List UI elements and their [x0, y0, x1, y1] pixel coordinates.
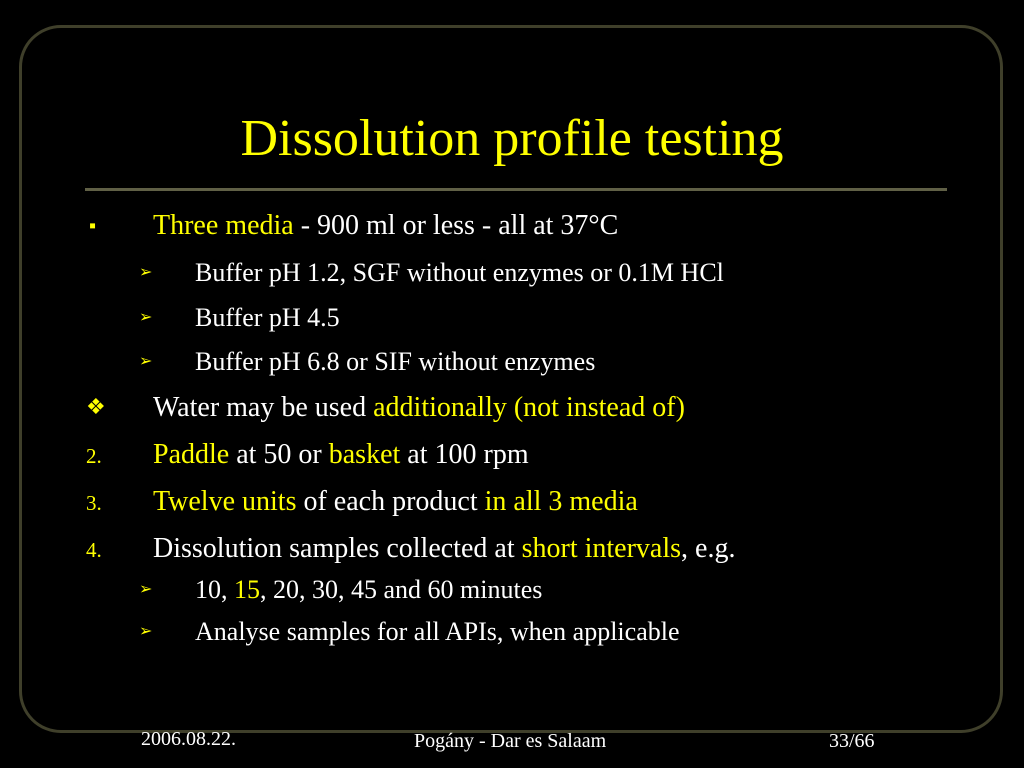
bullet-text: Twelve units	[153, 486, 297, 517]
bullet-text: - 900 ml or less - all at 37°C	[293, 210, 619, 241]
slide-title: Dissolution profile testing	[240, 110, 784, 167]
bullet-text: short intervals	[521, 533, 682, 564]
numbered-bullet: 4.	[86, 538, 102, 562]
footer-title: Pogány - Dar es Salaam	[414, 730, 607, 752]
sub-bullet-text: 15	[234, 575, 260, 604]
bullet-text: in all 3 media	[484, 486, 638, 517]
sub-bullet-item: Buffer pH 6.8 or SIF without enzymes	[195, 347, 596, 376]
bullet-text: , e.g.	[681, 533, 736, 564]
footer-date: 2006.08.22.	[141, 728, 236, 750]
diamond-bullet-icon: ❖	[86, 394, 106, 419]
bullet-item	[153, 535, 735, 563]
sub-bullet-item: Buffer pH 1.2, SGF without enzymes or 0.1M HCl	[195, 258, 724, 287]
bullet-text: Paddle	[153, 439, 230, 470]
arrow-bullet-icon: ➢	[139, 353, 153, 370]
bullet-item	[153, 441, 529, 469]
arrow-bullet-icon: ➢	[139, 581, 153, 598]
arrow-bullet-icon: ➢	[139, 309, 153, 326]
bullet-text: basket	[328, 439, 401, 470]
numbered-bullet: 2.	[86, 444, 102, 468]
sub-bullet-text: , 20, 30, 45 and 60 minutes	[260, 575, 543, 604]
bullet-text: at 100 rpm	[400, 439, 529, 470]
sub-bullet-item: Analyse samples for all APIs, when applicable	[195, 617, 680, 646]
sub-bullet-item: Buffer pH 4.5	[195, 303, 340, 332]
square-bullet-icon: ▪	[89, 215, 97, 237]
sub-bullet-text: 10,	[195, 575, 234, 604]
bullet-text: of each product	[296, 486, 485, 517]
bullet-text: additionally (not instead of)	[373, 392, 685, 423]
bullet-text: at 50 or	[229, 439, 329, 470]
bullet-text: Dissolution samples collected at	[153, 533, 522, 564]
arrow-bullet-icon: ➢	[139, 623, 153, 640]
bullet-text: Water may be used	[153, 392, 374, 423]
bullet-item	[153, 394, 685, 422]
bullet-text: Three media	[153, 210, 294, 241]
arrow-bullet-icon: ➢	[139, 264, 153, 281]
bullet-item	[153, 488, 638, 516]
page-number: 33/66	[829, 730, 875, 752]
bullet-item	[153, 212, 618, 240]
numbered-bullet: 3.	[86, 491, 102, 515]
sub-bullet-item	[195, 577, 542, 603]
